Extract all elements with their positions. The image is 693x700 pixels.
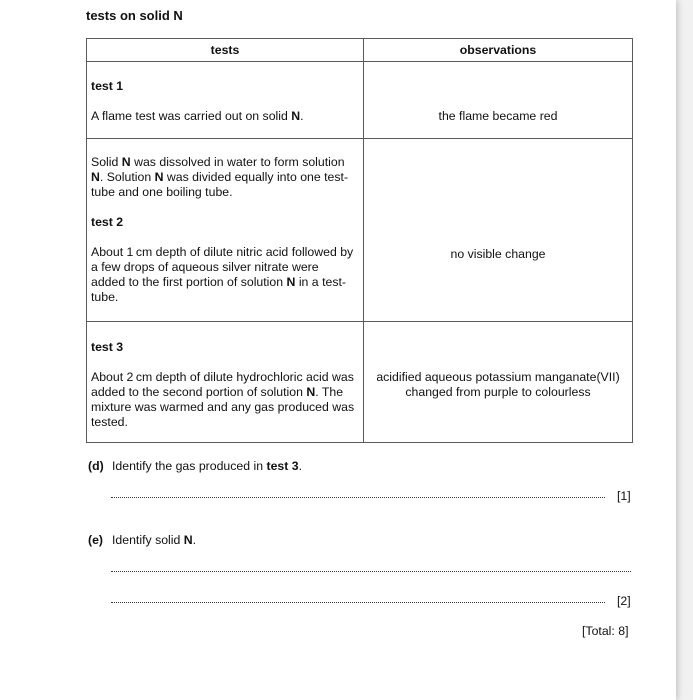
test2-description: About 1 cm depth of dilute nitric acid followed by a few drops of aqueous silver nitrate were added to the first portion of solution N in a test-tube. — [91, 245, 354, 304]
test3-observation-line2: changed from purple to colourless — [405, 385, 591, 399]
answer-line-d[interactable] — [111, 497, 605, 498]
mark-e: [2] — [617, 594, 631, 608]
answer-line-e2[interactable] — [111, 602, 605, 603]
test2-cell — [87, 139, 364, 322]
test1-description: A flame test was carried out on solid N. — [91, 109, 304, 123]
test1-cell — [87, 62, 364, 139]
header-observations: observations — [364, 39, 633, 62]
table-row — [87, 62, 633, 139]
question-e-number: (e) — [88, 533, 104, 547]
table-row — [87, 322, 633, 443]
header-tests: tests — [87, 39, 364, 62]
test3-observation — [364, 322, 633, 443]
test1-label: test 1 — [91, 79, 124, 93]
test3-cell — [87, 322, 364, 443]
question-e: (e) Identify solid N. — [88, 533, 197, 547]
total-marks: [Total: 8] — [582, 624, 629, 638]
mark-d: [1] — [617, 489, 631, 503]
section-heading: tests on solid N — [86, 8, 183, 23]
question-d: (d) Identify the gas produced in test 3. — [88, 459, 303, 473]
test3-observation-line1: acidified aqueous potassium manganate(VII) — [376, 370, 620, 384]
test1-observation: the flame became red — [364, 62, 633, 139]
results-table — [86, 38, 633, 443]
table-row — [87, 139, 633, 322]
solution-intro: Solid N was dissolved in water to form solution N. Solution N was divided equally into one test-tube and one boiling tube. — [91, 155, 349, 199]
test2-observation: no visible change — [364, 139, 633, 322]
answer-line-e1[interactable] — [111, 571, 631, 572]
test3-description: About 2 cm depth of dilute hydrochloric acid was added to the second portion of solution N. The mixture was warmed and any gas produced was tested. — [91, 370, 355, 429]
question-d-number: (d) — [88, 459, 104, 473]
test3-label: test 3 — [91, 340, 124, 354]
table-header-row — [87, 39, 633, 62]
test2-label: test 2 — [91, 215, 124, 229]
